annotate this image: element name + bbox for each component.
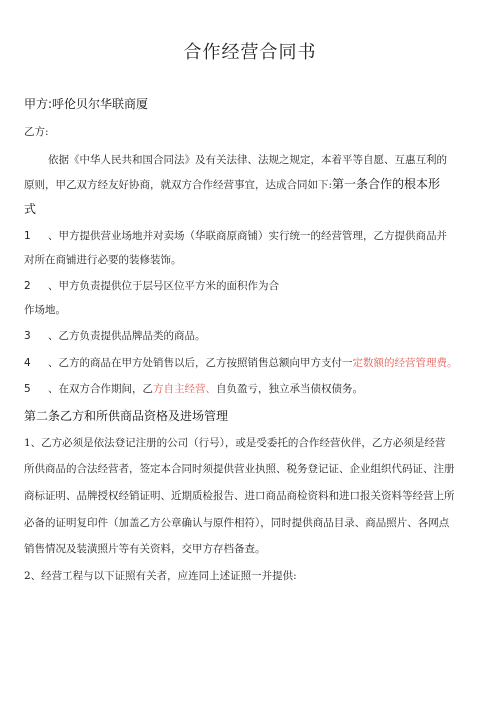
item-4-highlight: 定数额的经营管理费。 [352,357,458,369]
party-b-line: 乙方: [24,126,49,138]
item-5-highlight: 方自主经营、 [153,383,216,395]
article-2-heading: 第二条乙方和所供商品资格及进场管理 [24,409,229,423]
intro-line-1: 依据《中华人民共和国合同法》及有关法律、法规之规定，本着平等自愿、互惠互利的 [48,154,447,166]
item-2-text: 、甲方负责提供位于层号区位平方米的面积作为合 [48,280,279,292]
item-1-line-1 [24,229,447,243]
item-2-number: 2 [24,280,31,292]
item-5-number: 5 [24,383,31,395]
item-3-number: 3 [24,330,31,342]
item-5-text-b: 自负盈亏，独立承当债权债务。 [216,383,363,395]
intro-line-2 [24,177,440,192]
item-4-line [24,356,458,370]
item-4-number: 4 [24,357,31,369]
item-1-number: 1 [24,230,31,242]
article-2-para-line-1: 1、乙方必须是依法登记注册的公司（行号），或是受委托的合作经营伙伴，乙方必须是经营 [24,437,446,449]
item-2-line-1 [24,279,279,293]
document-title: 合作经营合同书 [183,42,317,63]
article-1-heading: 第一条合作的根本形 [332,177,441,191]
item-4-text: 、乙方的商品在甲方处销售以后，乙方按照销售总额向甲方支付一 [48,357,353,369]
article-2-para-line-6: 2、经营工程与以下证照有关者，应连同上述证照一并提供: [24,570,297,582]
item-3-text: 、乙方负责提供品牌品类的商品。 [48,330,206,342]
item-5-text-a: 、在双方合作期间，乙 [48,383,153,395]
item-1-text: 、甲方提供营业场地并对卖场（华联商原商铺）实行统一的经营管理，乙方提供商品并 [48,230,447,242]
party-a-line: 甲方:呼伦贝尔华联商厦 [24,97,149,111]
article-2-para-line-4: 必备的证明复印件（加盖乙方公章确认与原件相符），同时提供商品目录、商品照片、各网点 [24,517,450,529]
article-2-para-line-5: 销售情况及装潢照片等有关资料，交甲方存档备查。 [24,543,266,555]
article-2-para-line-2: 所供商品的合法经营者，签定本合同时须提供营业执照、税务登记证、企业组织代码证、注册 [24,463,455,475]
item-3-line [24,329,206,343]
item-5-line [24,382,363,396]
article-2-para-line-3: 商标证明、品牌授权经销证明、近期质检报告、进口商品商检资料和进口报关资料等经营上所 [24,490,455,502]
intro-line-2-text: 原则，甲乙双方经友好协商，就双方合作经营事宜，达成合同如下: [24,179,333,191]
item-1-line-2: 对所在商铺进行必要的装修装饰。 [24,254,182,266]
article-1-heading-cont: 式 [24,202,37,216]
item-2-line-2: 作场地。 [24,304,66,316]
